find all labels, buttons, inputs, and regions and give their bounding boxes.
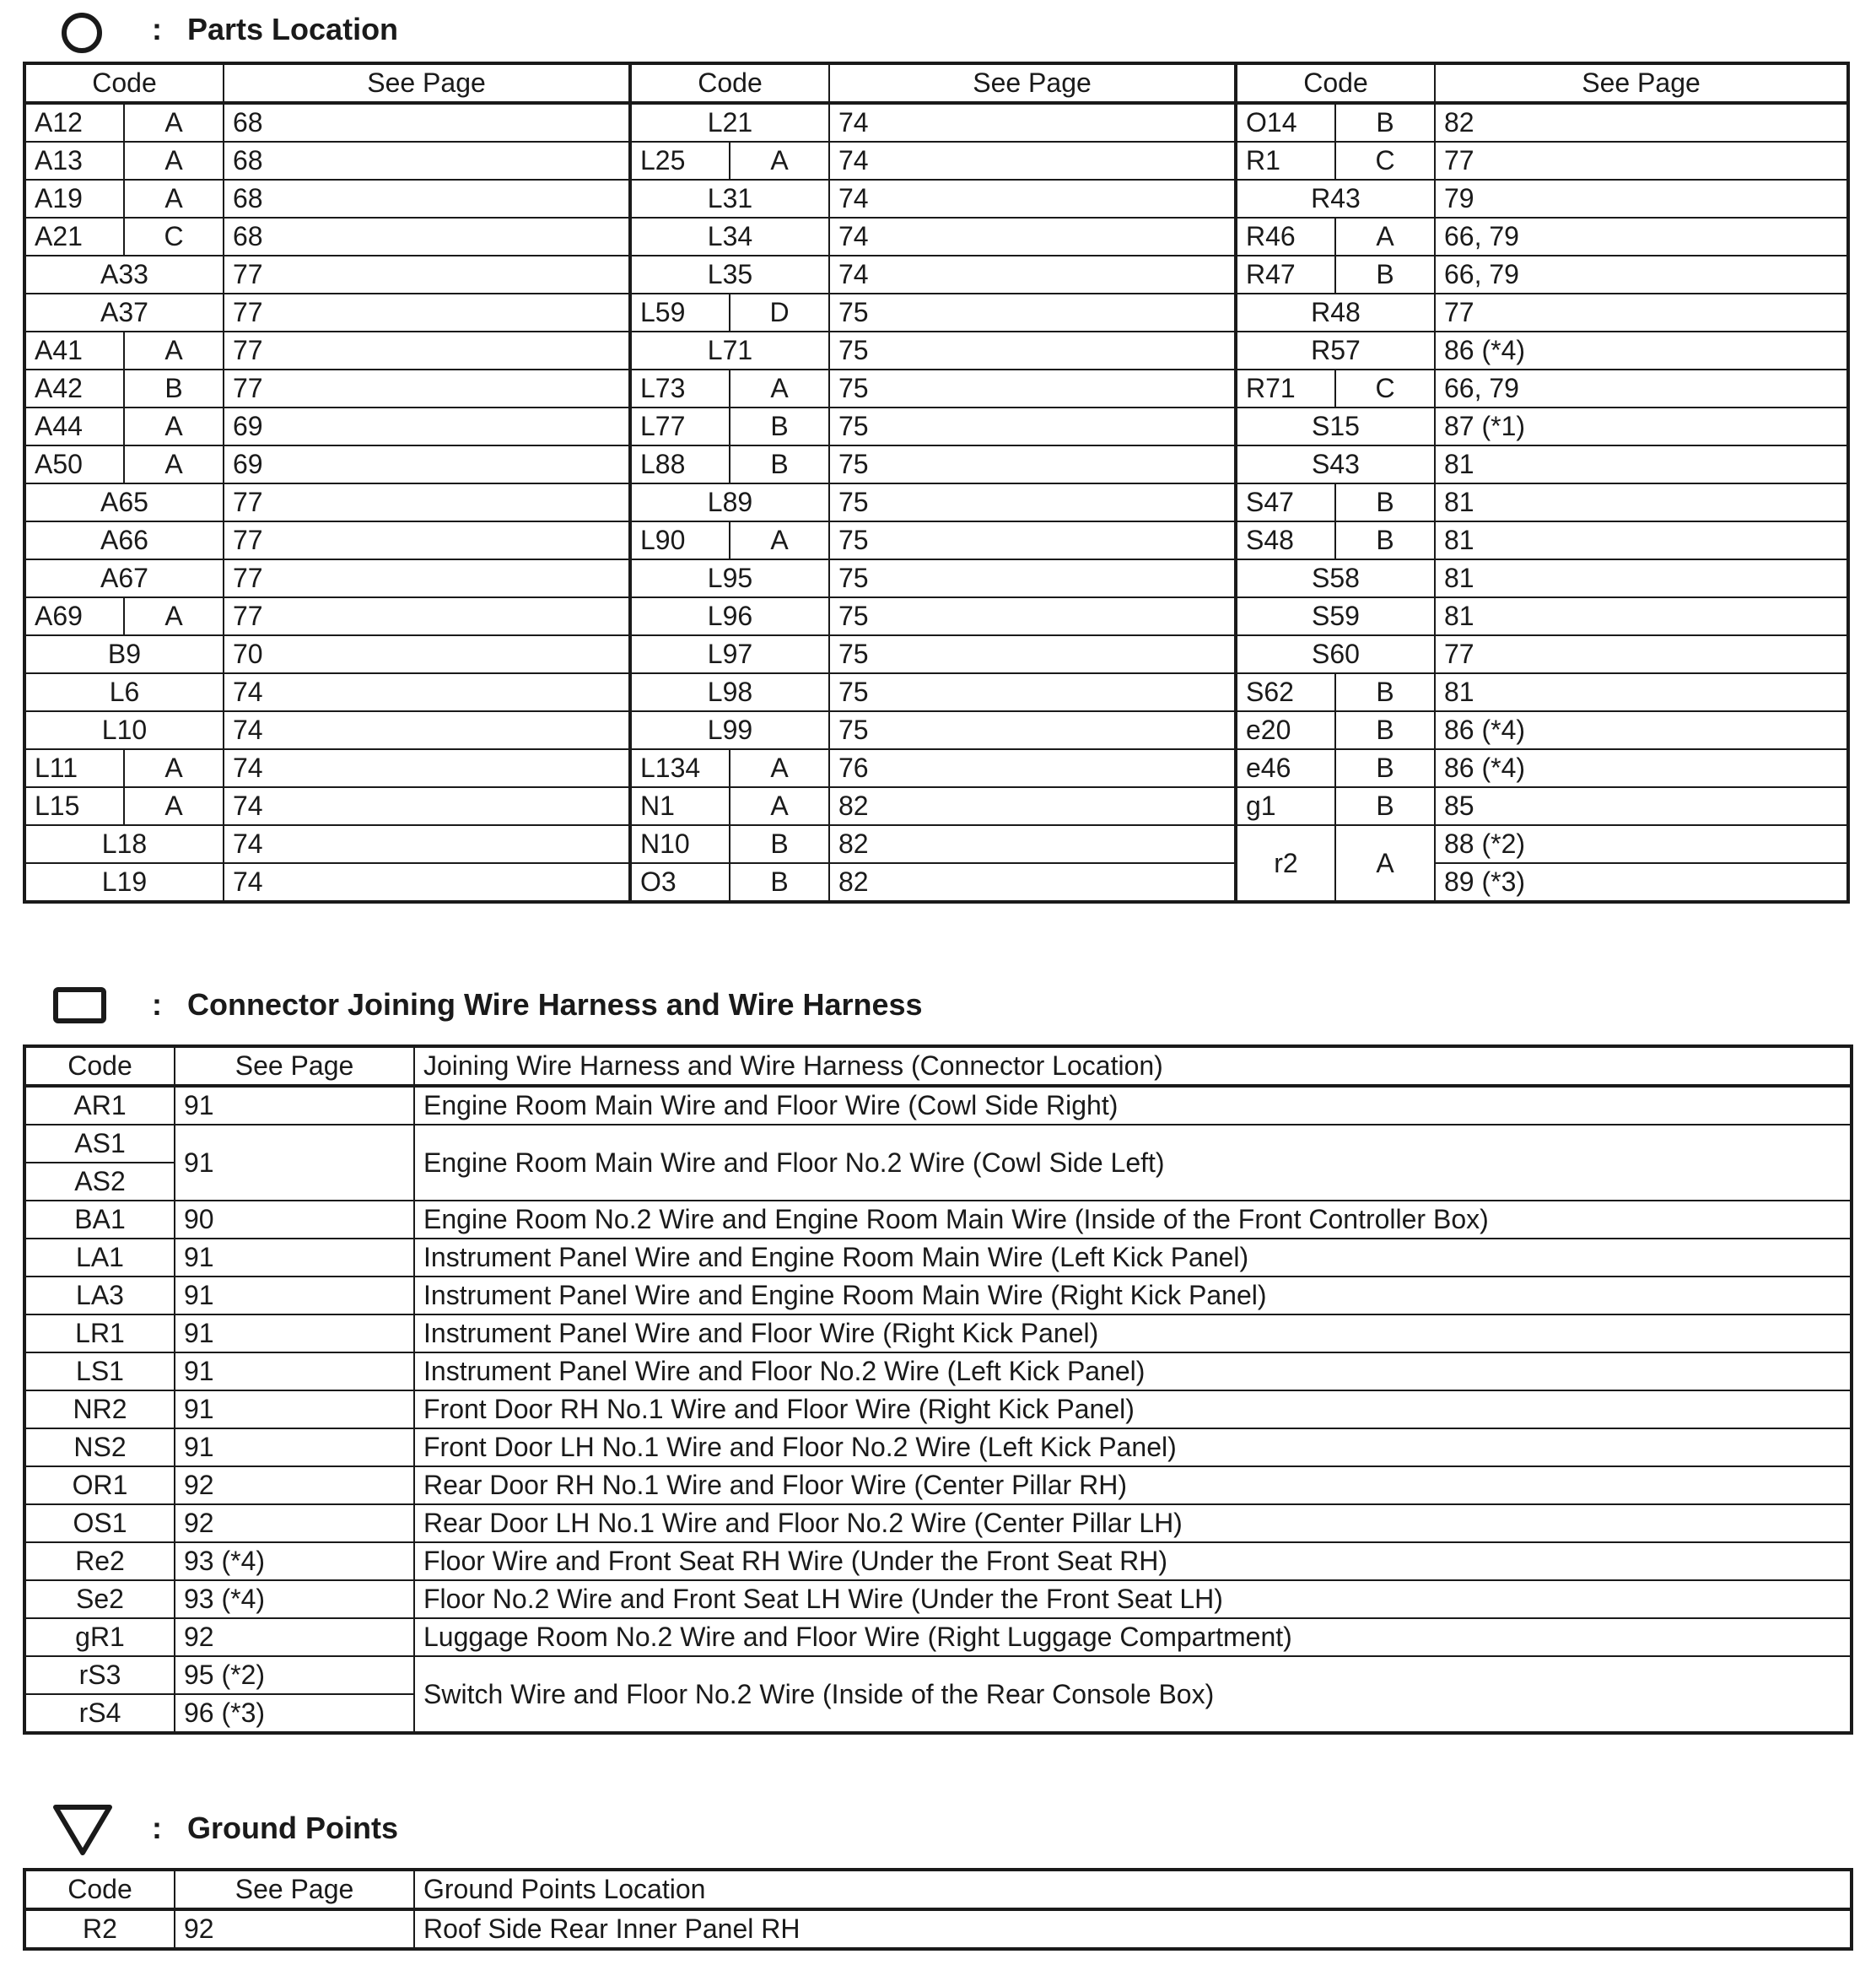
part-connector-letter: A bbox=[730, 787, 829, 825]
see-page-value: 69 bbox=[224, 408, 630, 445]
part-connector-letter: B bbox=[730, 445, 829, 483]
see-page-value: 75 bbox=[829, 408, 1236, 445]
part-connector-letter: A bbox=[730, 142, 829, 180]
part-connector-letter: A bbox=[1335, 825, 1435, 902]
see-page-value: 81 bbox=[1435, 673, 1848, 711]
part-code: R43 bbox=[1236, 180, 1435, 218]
part-code: A69 bbox=[24, 597, 124, 635]
see-page-value: 81 bbox=[1435, 597, 1848, 635]
see-page-value: 77 bbox=[1435, 635, 1848, 673]
connector-location: Rear Door RH No.1 Wire and Floor Wire (Center Pillar RH) bbox=[414, 1466, 1852, 1504]
connector-location: Luggage Room No.2 Wire and Floor Wire (Right Luggage Compartment) bbox=[414, 1618, 1852, 1656]
part-connector-letter: B bbox=[1335, 483, 1435, 521]
see-page-value: 93 (*4) bbox=[175, 1542, 414, 1580]
connector-location: Instrument Panel Wire and Engine Room Main Wire (Right Kick Panel) bbox=[414, 1277, 1852, 1314]
see-page-value: 82 bbox=[829, 825, 1236, 863]
colon: : bbox=[152, 987, 162, 1022]
part-connector-letter: B bbox=[730, 825, 829, 863]
see-page-value: 75 bbox=[829, 370, 1236, 408]
part-connector-letter: B bbox=[1335, 521, 1435, 559]
ground-points-header bbox=[0, 1800, 1181, 1854]
connector-code: NS2 bbox=[24, 1428, 175, 1466]
connector-location: Front Door LH No.1 Wire and Floor No.2 Wire (Left Kick Panel) bbox=[414, 1428, 1852, 1466]
see-page-value: 74 bbox=[224, 711, 630, 749]
part-code: L95 bbox=[630, 559, 829, 597]
connector-location: Switch Wire and Floor No.2 Wire (Inside of the Rear Console Box) bbox=[414, 1656, 1852, 1733]
part-code: O14 bbox=[1236, 103, 1335, 142]
see-page-value: 77 bbox=[224, 597, 630, 635]
part-code: L71 bbox=[630, 332, 829, 370]
see-page-value: 69 bbox=[224, 445, 630, 483]
part-connector-letter: A bbox=[730, 749, 829, 787]
part-code: L73 bbox=[630, 370, 730, 408]
see-page-value: 95 (*2) bbox=[175, 1656, 414, 1694]
table-row bbox=[24, 863, 1848, 902]
see-page-value: 68 bbox=[224, 218, 630, 256]
part-code: B9 bbox=[24, 635, 224, 673]
table-row bbox=[24, 787, 1848, 825]
part-connector-letter: A bbox=[124, 332, 224, 370]
see-page-value: 74 bbox=[224, 863, 630, 902]
part-connector-letter: C bbox=[1335, 142, 1435, 180]
see-page-value: 74 bbox=[224, 787, 630, 825]
part-code: S60 bbox=[1236, 635, 1435, 673]
part-code: L21 bbox=[630, 103, 829, 142]
see-page-value: 91 bbox=[175, 1125, 414, 1201]
table-row bbox=[24, 521, 1848, 559]
part-code: L11 bbox=[24, 749, 124, 787]
connector-code: OS1 bbox=[24, 1504, 175, 1542]
table-row bbox=[24, 1542, 1852, 1580]
table-row bbox=[24, 1909, 1852, 1949]
part-code: L99 bbox=[630, 711, 829, 749]
see-page-value: 75 bbox=[829, 521, 1236, 559]
part-code: N10 bbox=[630, 825, 730, 863]
part-code: A67 bbox=[24, 559, 224, 597]
see-page-value: 77 bbox=[1435, 142, 1848, 180]
code-header: Code bbox=[630, 63, 829, 103]
table-row bbox=[24, 256, 1848, 294]
part-code: r2 bbox=[1236, 825, 1335, 902]
part-connector-letter: B bbox=[1335, 256, 1435, 294]
part-code: A12 bbox=[24, 103, 124, 142]
part-connector-letter: A bbox=[730, 370, 829, 408]
part-code: R1 bbox=[1236, 142, 1335, 180]
part-connector-letter: B bbox=[730, 863, 829, 902]
part-code: A65 bbox=[24, 483, 224, 521]
see-page-value: 74 bbox=[829, 142, 1236, 180]
connector-location: Engine Room No.2 Wire and Engine Room Main Wire (Inside of the Front Controller Box) bbox=[414, 1201, 1852, 1239]
see-page-value: 82 bbox=[1435, 103, 1848, 142]
see-page-value: 91 bbox=[175, 1314, 414, 1352]
see-page-value: 74 bbox=[829, 180, 1236, 218]
see-page-value: 68 bbox=[224, 180, 630, 218]
part-code: R46 bbox=[1236, 218, 1335, 256]
see-page-value: 74 bbox=[224, 673, 630, 711]
part-code: L34 bbox=[630, 218, 829, 256]
see-page-value: 75 bbox=[829, 294, 1236, 332]
table-row bbox=[24, 370, 1848, 408]
connector-code: AS1 bbox=[24, 1125, 175, 1163]
location-header: Ground Points Location bbox=[414, 1870, 1852, 1909]
see-page-value: 82 bbox=[829, 787, 1236, 825]
part-code: S58 bbox=[1236, 559, 1435, 597]
see-page-value: 74 bbox=[829, 103, 1236, 142]
connector-location: Instrument Panel Wire and Floor Wire (Right Kick Panel) bbox=[414, 1314, 1852, 1352]
part-code: e46 bbox=[1236, 749, 1335, 787]
section-title: Ground Points bbox=[187, 1811, 398, 1845]
see-page-value: 91 bbox=[175, 1352, 414, 1390]
table-row bbox=[24, 332, 1848, 370]
part-connector-letter: B bbox=[1335, 787, 1435, 825]
see-page-value: 77 bbox=[224, 483, 630, 521]
part-code: L6 bbox=[24, 673, 224, 711]
see-page-value: 79 bbox=[1435, 180, 1848, 218]
table-row bbox=[24, 1125, 1852, 1163]
part-connector-letter: B bbox=[1335, 673, 1435, 711]
location-header: Joining Wire Harness and Wire Harness (Connector Location) bbox=[414, 1046, 1852, 1086]
see-page-value: 77 bbox=[224, 370, 630, 408]
part-code: A37 bbox=[24, 294, 224, 332]
part-code: A42 bbox=[24, 370, 124, 408]
ground-code: R2 bbox=[24, 1909, 175, 1949]
see-page-value: 93 (*4) bbox=[175, 1580, 414, 1618]
table-row bbox=[24, 1314, 1852, 1352]
connector-header bbox=[0, 980, 1181, 1034]
code-header: Code bbox=[24, 1870, 175, 1909]
code-header: Code bbox=[24, 1046, 175, 1086]
table-row bbox=[24, 673, 1848, 711]
see-page-value: 91 bbox=[175, 1277, 414, 1314]
table-row bbox=[24, 1428, 1852, 1466]
see-page-value: 74 bbox=[829, 256, 1236, 294]
table-row bbox=[24, 1390, 1852, 1428]
part-code: R57 bbox=[1236, 332, 1435, 370]
table-row bbox=[24, 483, 1848, 521]
part-code: L19 bbox=[24, 863, 224, 902]
connector-code: rS3 bbox=[24, 1656, 175, 1694]
see-page-value: 92 bbox=[175, 1909, 414, 1949]
part-code: L15 bbox=[24, 787, 124, 825]
code-header: Code bbox=[24, 63, 224, 103]
connector-code: gR1 bbox=[24, 1618, 175, 1656]
part-code: O3 bbox=[630, 863, 730, 902]
table-row bbox=[24, 825, 1848, 863]
see-page-header: See Page bbox=[829, 63, 1236, 103]
part-code: L89 bbox=[630, 483, 829, 521]
see-page-value: 92 bbox=[175, 1466, 414, 1504]
see-page-value: 77 bbox=[224, 521, 630, 559]
part-code: L134 bbox=[630, 749, 730, 787]
see-page-value: 76 bbox=[829, 749, 1236, 787]
part-connector-letter: C bbox=[124, 218, 224, 256]
see-page-value: 77 bbox=[224, 332, 630, 370]
table-row bbox=[24, 711, 1848, 749]
parts-location-header bbox=[0, 0, 1181, 54]
see-page-value: 74 bbox=[829, 218, 1236, 256]
table-row bbox=[24, 1504, 1852, 1542]
see-page-value: 75 bbox=[829, 635, 1236, 673]
part-connector-letter: B bbox=[124, 370, 224, 408]
part-code: R48 bbox=[1236, 294, 1435, 332]
part-code: L10 bbox=[24, 711, 224, 749]
see-page-value: 75 bbox=[829, 483, 1236, 521]
part-code: S62 bbox=[1236, 673, 1335, 711]
rectangle-icon bbox=[53, 987, 106, 1023]
part-code: L96 bbox=[630, 597, 829, 635]
see-page-value: 70 bbox=[224, 635, 630, 673]
table-row bbox=[24, 218, 1848, 256]
connector-code: AR1 bbox=[24, 1086, 175, 1125]
part-code: L35 bbox=[630, 256, 829, 294]
triangle-icon bbox=[52, 1804, 113, 1856]
part-code: L97 bbox=[630, 635, 829, 673]
connector-code: OR1 bbox=[24, 1466, 175, 1504]
part-code: R47 bbox=[1236, 256, 1335, 294]
code-header: Code bbox=[1236, 63, 1435, 103]
part-code: S47 bbox=[1236, 483, 1335, 521]
see-page-header: See Page bbox=[224, 63, 630, 103]
table-row bbox=[24, 1656, 1852, 1694]
part-connector-letter: A bbox=[124, 597, 224, 635]
see-page-value: 81 bbox=[1435, 483, 1848, 521]
part-connector-letter: A bbox=[124, 103, 224, 142]
table-row bbox=[24, 180, 1848, 218]
see-page-value: 74 bbox=[224, 749, 630, 787]
connector-code: rS4 bbox=[24, 1694, 175, 1733]
part-code: S59 bbox=[1236, 597, 1435, 635]
part-code: g1 bbox=[1236, 787, 1335, 825]
connector-table bbox=[23, 1044, 1853, 1735]
table-row bbox=[24, 1352, 1852, 1390]
header-row bbox=[24, 63, 1848, 103]
see-page-value: 92 bbox=[175, 1618, 414, 1656]
see-page-value: 75 bbox=[829, 597, 1236, 635]
see-page-value: 77 bbox=[224, 294, 630, 332]
connector-code: Re2 bbox=[24, 1542, 175, 1580]
part-code: A66 bbox=[24, 521, 224, 559]
see-page-header: See Page bbox=[175, 1046, 414, 1086]
part-connector-letter: A bbox=[124, 787, 224, 825]
table-row bbox=[24, 1086, 1852, 1125]
table-row bbox=[24, 749, 1848, 787]
part-connector-letter: A bbox=[124, 180, 224, 218]
connector-location: Instrument Panel Wire and Engine Room Main Wire (Left Kick Panel) bbox=[414, 1239, 1852, 1277]
part-code: A44 bbox=[24, 408, 124, 445]
see-page-value: 85 bbox=[1435, 787, 1848, 825]
parts-location-table bbox=[23, 62, 1850, 904]
part-code: L77 bbox=[630, 408, 730, 445]
connector-location: Front Door RH No.1 Wire and Floor Wire (Right Kick Panel) bbox=[414, 1390, 1852, 1428]
see-page-value: 74 bbox=[224, 825, 630, 863]
connector-code: AS2 bbox=[24, 1163, 175, 1201]
see-page-value: 90 bbox=[175, 1201, 414, 1239]
see-page-value: 87 (*1) bbox=[1435, 408, 1848, 445]
circle-icon bbox=[62, 13, 102, 53]
ground-points-table bbox=[23, 1868, 1853, 1951]
see-page-value: 86 (*4) bbox=[1435, 749, 1848, 787]
part-code: A13 bbox=[24, 142, 124, 180]
see-page-value: 91 bbox=[175, 1390, 414, 1428]
connector-code: LS1 bbox=[24, 1352, 175, 1390]
table-row bbox=[24, 1466, 1852, 1504]
part-code: S48 bbox=[1236, 521, 1335, 559]
table-row bbox=[24, 635, 1848, 673]
table-row bbox=[24, 1201, 1852, 1239]
part-code: R71 bbox=[1236, 370, 1335, 408]
header-row bbox=[24, 1046, 1852, 1086]
table-row bbox=[24, 1618, 1852, 1656]
part-code: S15 bbox=[1236, 408, 1435, 445]
see-page-value: 75 bbox=[829, 332, 1236, 370]
part-code: A50 bbox=[24, 445, 124, 483]
part-connector-letter: A bbox=[730, 521, 829, 559]
table-row bbox=[24, 1239, 1852, 1277]
connector-code: BA1 bbox=[24, 1201, 175, 1239]
see-page-value: 75 bbox=[829, 673, 1236, 711]
see-page-value: 91 bbox=[175, 1428, 414, 1466]
see-page-value: 75 bbox=[829, 559, 1236, 597]
part-code: A21 bbox=[24, 218, 124, 256]
colon: : bbox=[152, 1811, 162, 1845]
connector-location: Engine Room Main Wire and Floor Wire (Cowl Side Right) bbox=[414, 1086, 1852, 1125]
see-page-header: See Page bbox=[175, 1870, 414, 1909]
see-page-value: 66, 79 bbox=[1435, 370, 1848, 408]
part-connector-letter: B bbox=[1335, 749, 1435, 787]
table-row bbox=[24, 103, 1848, 142]
colon: : bbox=[152, 12, 162, 46]
table-row bbox=[24, 408, 1848, 445]
part-code: L25 bbox=[630, 142, 730, 180]
ground-location: Roof Side Rear Inner Panel RH bbox=[414, 1909, 1852, 1949]
part-code: L90 bbox=[630, 521, 730, 559]
see-page-value: 75 bbox=[829, 445, 1236, 483]
table-row bbox=[24, 559, 1848, 597]
part-code: S43 bbox=[1236, 445, 1435, 483]
see-page-value: 66, 79 bbox=[1435, 256, 1848, 294]
part-connector-letter: A bbox=[124, 749, 224, 787]
part-connector-letter: D bbox=[730, 294, 829, 332]
see-page-value: 77 bbox=[224, 559, 630, 597]
connector-location: Floor Wire and Front Seat RH Wire (Under the Front Seat RH) bbox=[414, 1542, 1852, 1580]
table-row bbox=[24, 445, 1848, 483]
part-connector-letter: A bbox=[1335, 218, 1435, 256]
part-code: e20 bbox=[1236, 711, 1335, 749]
see-page-value: 77 bbox=[224, 256, 630, 294]
table-row bbox=[24, 142, 1848, 180]
connector-location: Rear Door LH No.1 Wire and Floor No.2 Wire (Center Pillar LH) bbox=[414, 1504, 1852, 1542]
see-page-value: 86 (*4) bbox=[1435, 332, 1848, 370]
see-page-value: 75 bbox=[829, 711, 1236, 749]
part-code: A19 bbox=[24, 180, 124, 218]
part-code: N1 bbox=[630, 787, 730, 825]
table-row bbox=[24, 597, 1848, 635]
see-page-value: 66, 79 bbox=[1435, 218, 1848, 256]
part-code: L18 bbox=[24, 825, 224, 863]
connector-code: LR1 bbox=[24, 1314, 175, 1352]
connector-code: LA1 bbox=[24, 1239, 175, 1277]
table-row bbox=[24, 1580, 1852, 1618]
see-page-value: 88 (*2) bbox=[1435, 825, 1848, 863]
part-code: A41 bbox=[24, 332, 124, 370]
part-connector-letter: B bbox=[1335, 103, 1435, 142]
see-page-value: 86 (*4) bbox=[1435, 711, 1848, 749]
part-connector-letter: B bbox=[1335, 711, 1435, 749]
see-page-header: See Page bbox=[1435, 63, 1848, 103]
part-code: L98 bbox=[630, 673, 829, 711]
table-row bbox=[24, 1277, 1852, 1314]
part-code: A33 bbox=[24, 256, 224, 294]
table-row bbox=[24, 294, 1848, 332]
connector-location: Floor No.2 Wire and Front Seat LH Wire (Under the Front Seat LH) bbox=[414, 1580, 1852, 1618]
part-connector-letter: B bbox=[730, 408, 829, 445]
see-page-value: 91 bbox=[175, 1086, 414, 1125]
see-page-value: 82 bbox=[829, 863, 1236, 902]
connector-location: Engine Room Main Wire and Floor No.2 Wire (Cowl Side Left) bbox=[414, 1125, 1852, 1201]
see-page-value: 81 bbox=[1435, 559, 1848, 597]
connector-code: LA3 bbox=[24, 1277, 175, 1314]
part-connector-letter: C bbox=[1335, 370, 1435, 408]
part-code: L31 bbox=[630, 180, 829, 218]
part-connector-letter: A bbox=[124, 445, 224, 483]
see-page-value: 68 bbox=[224, 103, 630, 142]
see-page-value: 92 bbox=[175, 1504, 414, 1542]
part-code: L59 bbox=[630, 294, 730, 332]
see-page-value: 81 bbox=[1435, 445, 1848, 483]
header-row bbox=[24, 1870, 1852, 1909]
connector-code: Se2 bbox=[24, 1580, 175, 1618]
section-title: Connector Joining Wire Harness and Wire Harness bbox=[187, 987, 923, 1022]
part-connector-letter: A bbox=[124, 408, 224, 445]
see-page-value: 96 (*3) bbox=[175, 1694, 414, 1733]
connector-location: Instrument Panel Wire and Floor No.2 Wire (Left Kick Panel) bbox=[414, 1352, 1852, 1390]
part-connector-letter: A bbox=[124, 142, 224, 180]
see-page-value: 89 (*3) bbox=[1435, 863, 1848, 902]
part-code: L88 bbox=[630, 445, 730, 483]
see-page-value: 91 bbox=[175, 1239, 414, 1277]
see-page-value: 77 bbox=[1435, 294, 1848, 332]
see-page-value: 68 bbox=[224, 142, 630, 180]
section-title: Parts Location bbox=[187, 12, 399, 46]
connector-code: NR2 bbox=[24, 1390, 175, 1428]
see-page-value: 81 bbox=[1435, 521, 1848, 559]
